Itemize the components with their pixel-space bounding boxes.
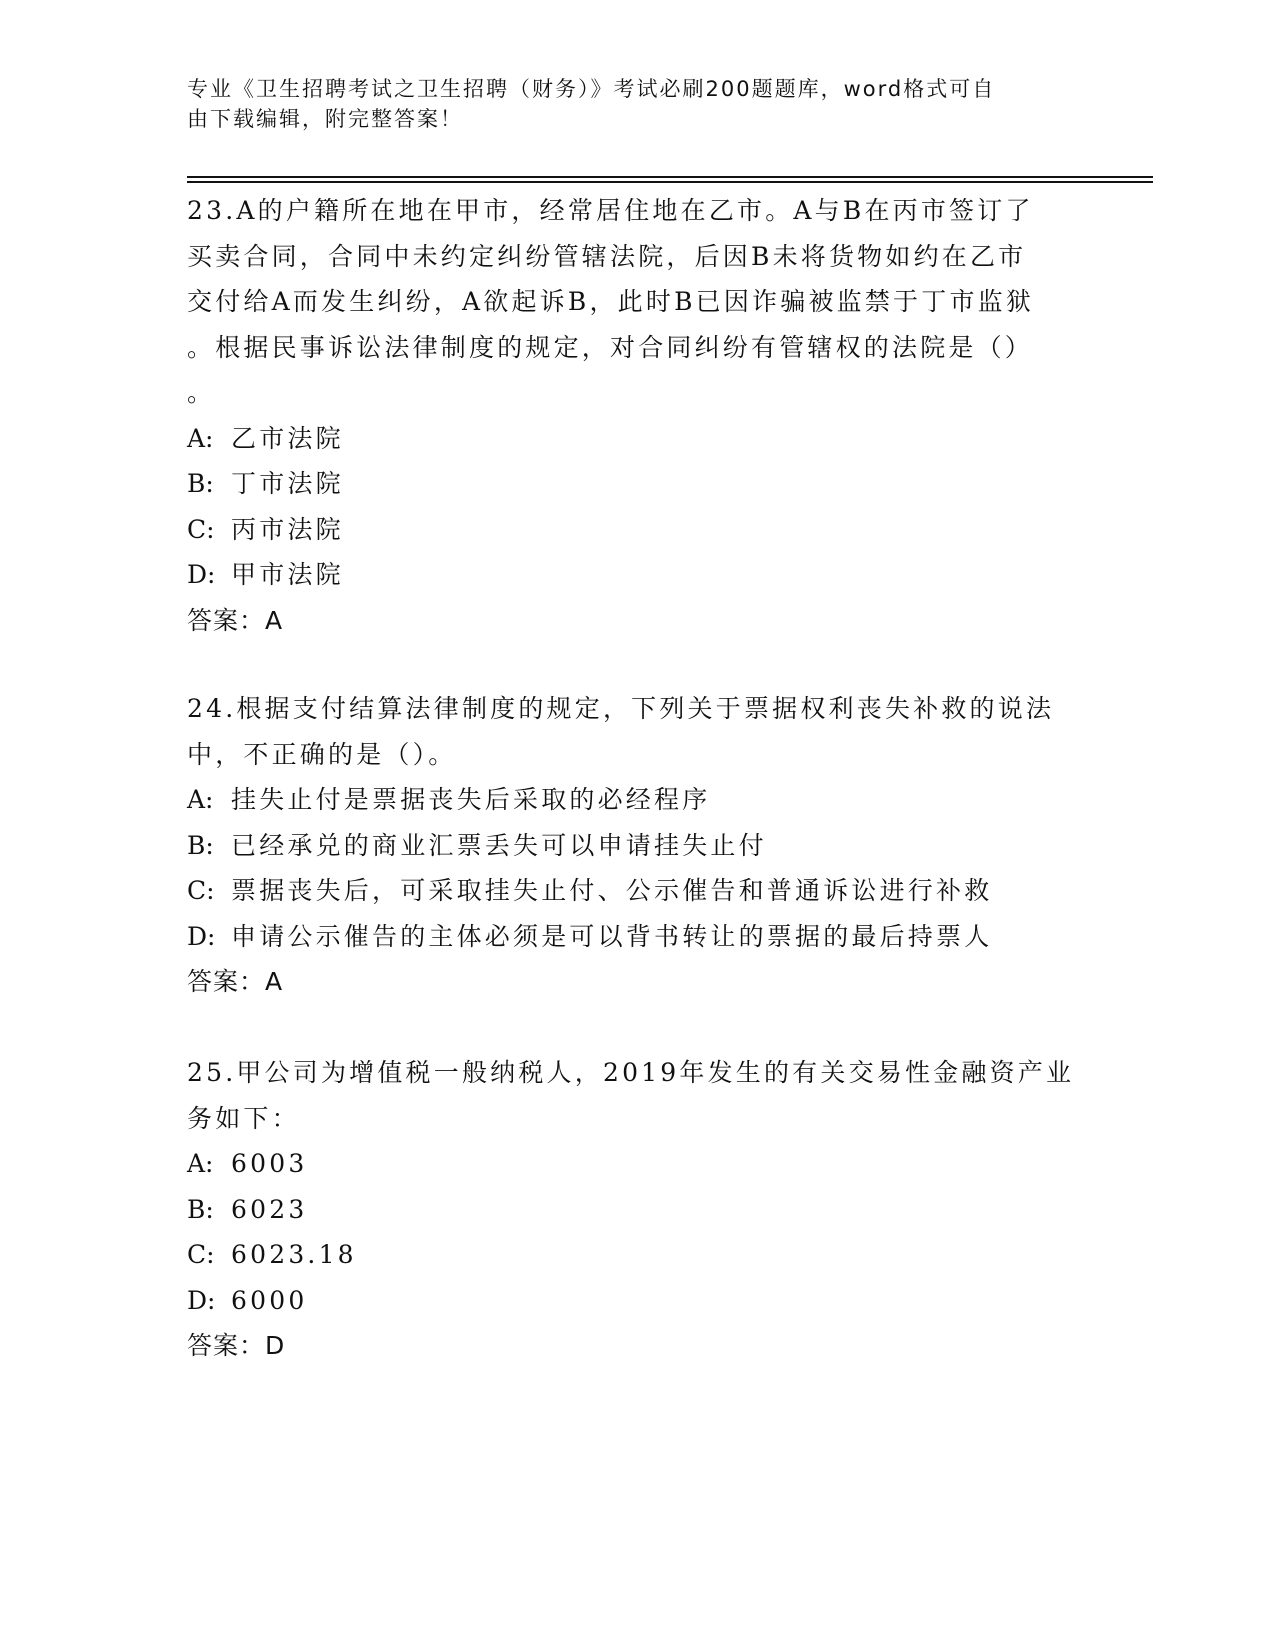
document-header <box>187 74 1067 134</box>
option-text: 甲市法院 <box>231 560 344 589</box>
stem-line: 买卖合同，合同中未约定纠纷管辖法院，后因B未将货物如约在乙市 <box>187 241 1027 271</box>
question-24 <box>187 686 1077 1005</box>
stem-line: 交付给A而发生纠纷，A欲起诉B，此时B已因诈骗被监禁于丁市监狱 <box>187 287 1035 316</box>
stem-line: 23.A的户籍所在地在甲市，经常居住地在乙市。A与B在丙市签订了 <box>187 196 1034 225</box>
question-23 <box>187 188 1077 643</box>
answer-line: 答案：D <box>187 1331 286 1360</box>
option-text: 6023 <box>231 1194 308 1224</box>
header-line-2: 由下载编辑，附完整答案！ <box>187 107 463 131</box>
option-label: B: <box>187 830 214 860</box>
option-a <box>187 416 1077 462</box>
option-label: C: <box>187 1240 215 1269</box>
option-text: 挂失止付是票据丧失后采取的必经程序 <box>231 785 711 814</box>
question-stem <box>187 686 1077 777</box>
option-text: 丁市法院 <box>231 469 344 498</box>
option-text: 申请公示催告的主体必须是可以背书转让的票据的最后持票人 <box>231 921 993 951</box>
stem-line: 25.甲公司为增值税一般纳税人，2019年发生的有关交易性金融资产业 <box>187 1058 1075 1087</box>
option-label: D: <box>187 1285 216 1315</box>
option-label: A: <box>187 1149 214 1178</box>
header-line-1: 专业《卫生招聘考试之卫生招聘（财务）》考试必刷200题题库，word格式可自 <box>187 77 996 101</box>
option-text: 票据丧失后，可采取挂失止付、公示催告和普通诉讼进行补救 <box>231 876 993 905</box>
option-a <box>187 777 1077 823</box>
option-b <box>187 461 1077 507</box>
option-c <box>187 1232 1077 1278</box>
option-d <box>187 552 1077 598</box>
option-text: 6023.18 <box>231 1240 357 1269</box>
option-text: 乙市法院 <box>231 423 344 453</box>
option-label: B: <box>187 469 214 498</box>
option-text: 6000 <box>231 1285 308 1315</box>
option-label: B: <box>187 1194 214 1224</box>
question-stem <box>187 1050 1077 1141</box>
option-text: 已经承兑的商业汇票丢失可以申请挂失止付 <box>231 830 767 860</box>
option-label: C: <box>187 876 215 905</box>
option-c <box>187 868 1077 914</box>
option-b <box>187 1187 1077 1233</box>
answer-line: 答案：A <box>187 967 284 996</box>
option-a <box>187 1141 1077 1187</box>
stem-line: 。根据民事诉讼法律制度的规定，对合同纠纷有管辖权的法院是（） <box>187 332 1034 362</box>
answer-line: 答案：A <box>187 605 284 635</box>
option-c <box>187 507 1077 553</box>
option-text: 丙市法院 <box>231 514 344 544</box>
stem-line: 。 <box>187 378 216 407</box>
header-divider-top <box>187 176 1153 178</box>
stem-line: 24.根据支付结算法律制度的规定，下列关于票据权利丧失补救的说法 <box>187 694 1055 723</box>
option-d <box>187 914 1077 960</box>
option-text: 6003 <box>231 1149 308 1178</box>
option-label: A: <box>187 785 214 814</box>
question-25 <box>187 1050 1077 1369</box>
header-divider-bottom <box>187 181 1153 183</box>
option-d <box>187 1278 1077 1324</box>
option-b <box>187 823 1077 869</box>
option-label: C: <box>187 514 215 544</box>
option-label: D: <box>187 921 216 951</box>
stem-line: 中，不正确的是（）。 <box>187 739 457 769</box>
question-stem <box>187 188 1077 416</box>
option-label: A: <box>187 423 214 453</box>
stem-line: 务如下： <box>187 1103 300 1133</box>
option-label: D: <box>187 560 216 589</box>
